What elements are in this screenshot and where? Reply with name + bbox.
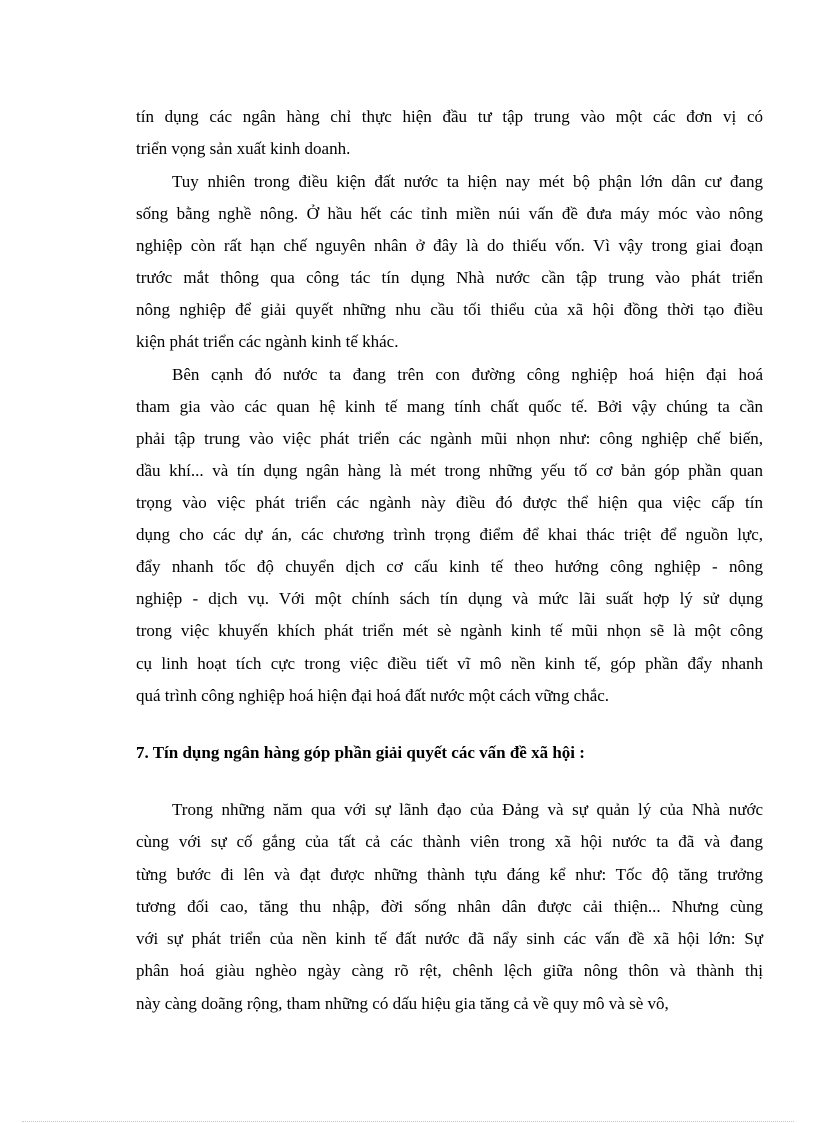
paragraph-3-line-1: Bên cạnh đó nước ta đang trên con đường công nghiệp hoá hiện đại hoá: [172, 365, 763, 384]
paragraph-3-line-11: quá trình công nghiệp hoá hiện đại hoá đất nước một cách vững chắc.: [136, 686, 610, 705]
paragraph-1-line-1: tín dụng các ngân hàng chỉ thực hiện đầu tư tập trung vào một các đơn vị có: [136, 107, 763, 126]
section-paragraph-line-7: này càng doãng rộng, tham những có dấu hiệu gia tăng cả về quy mô và sè vô,: [136, 994, 669, 1013]
paragraph-3-line-9: trong việc khuyến khích phát triển mét sè ngành kinh tế mũi nhọn sẽ là một công: [136, 621, 763, 640]
section-paragraph-line-2: cùng với sự cố gắng của tất cả các thành viên trong xã hội nước ta đã và đang: [136, 832, 763, 851]
paragraph-2-line-1: Tuy nhiên trong điều kiện đất nước ta hiện nay mét bộ phận lớn dân cư đang: [172, 172, 763, 191]
section-paragraph-line-1: Trong những năm qua với sự lãnh đạo của Đảng và sự quản lý của Nhà nước: [172, 800, 763, 819]
section-paragraph-line-5: với sự phát triển của nền kinh tế đất nước đã nẩy sinh các vấn đề xã hội lớn: Sự: [136, 929, 763, 948]
section-paragraph-line-4: tương đối cao, tăng thu nhập, đời sống nhân dân được cải thiện... Nhưng cùng: [136, 897, 763, 916]
paragraph-2-line-4: trước mắt thông qua công tác tín dụng Nhà nước cần tập trung vào phát triển: [136, 268, 763, 287]
section-heading: 7. Tín dụng ngân hàng góp phần giải quyết các vấn đề xã hội :: [136, 743, 585, 762]
paragraph-2-line-6: kiện phát triển các ngành kinh tế khác.: [136, 332, 399, 351]
page-bottom-rule: [22, 1121, 794, 1122]
paragraph-1-line-2: triển vọng sản xuất kinh doanh.: [136, 139, 351, 158]
paragraph-2-line-5: nông nghiệp để giải quyết những nhu cầu tối thiểu của xã hội đồng thời tạo điều: [136, 300, 763, 319]
paragraph-3-line-3: phải tập trung vào việc phát triển các ngành mũi nhọn như: công nghiệp chế biến,: [136, 429, 763, 448]
paragraph-3-line-8: nghiệp - dịch vụ. Với một chính sách tín dụng và mức lãi suất hợp lý sử dụng: [136, 589, 763, 608]
paragraph-2-line-2: sống bằng nghề nông. Ở hầu hết các tỉnh miền núi vấn đề đưa máy móc vào nông: [136, 204, 763, 223]
paragraph-3-line-7: đẩy nhanh tốc độ chuyển dịch cơ cấu kinh tế theo hướng công nghiệp - nông: [136, 557, 763, 576]
paragraph-3-line-6: dụng cho các dự án, các chương trình trọng điểm để khai thác triệt để nguồn lực,: [136, 525, 763, 544]
paragraph-3-line-10: cụ linh hoạt tích cực trong việc điều tiết vĩ mô nền kinh tế, góp phần đẩy nhanh: [136, 654, 763, 673]
section-paragraph-line-3: từng bước đi lên và đạt được những thành tựu đáng kể như: Tốc độ tăng trưởng: [136, 865, 763, 884]
paragraph-3-line-4: dầu khí... và tín dụng ngân hàng là mét trong những yếu tố cơ bản góp phần quan: [136, 461, 763, 480]
paragraph-3-line-2: tham gia vào các quan hệ kinh tế mang tính chất quốc tế. Bởi vậy chúng ta cần: [136, 397, 763, 416]
section-paragraph-line-6: phân hoá giàu nghèo ngày càng rõ rệt, chênh lệch giữa nông thôn và thành thị: [136, 961, 763, 980]
paragraph-3-line-5: trọng vào việc phát triển các ngành này điều đó được thể hiện qua việc cấp tín: [136, 493, 763, 512]
paragraph-2-line-3: nghiệp còn rất hạn chế nguyên nhân ở đây là do thiếu vốn. Vì vậy trong giai đoạn: [136, 236, 763, 255]
